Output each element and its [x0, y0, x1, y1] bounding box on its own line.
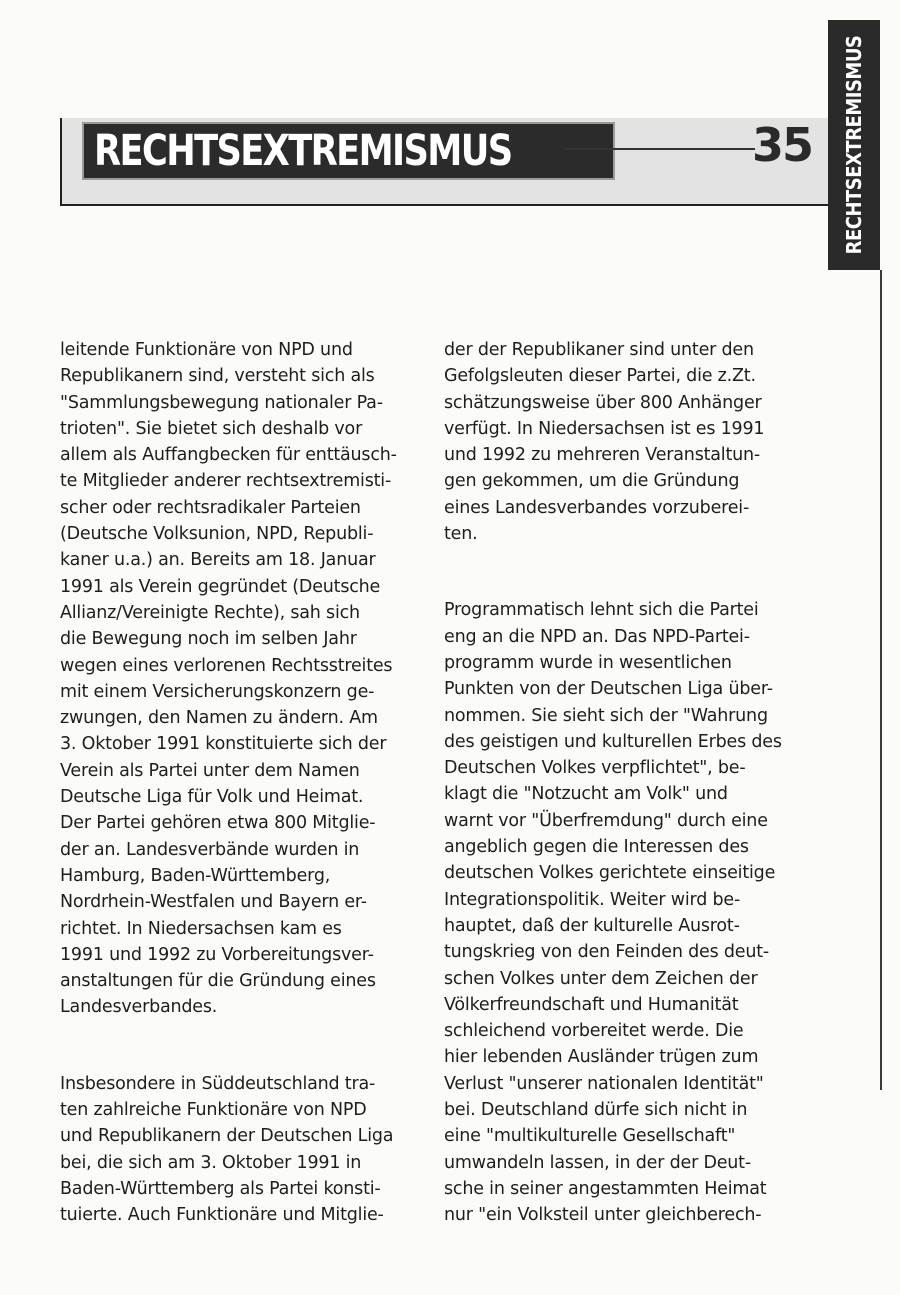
text-line: (Deutsche Volksunion, NPD, Republi-: [60, 524, 374, 545]
text-line: eine "multikulturelle Gesellschaft": [444, 1126, 736, 1147]
text-line: schleichend vorbereitet werde. Die: [444, 1021, 744, 1042]
text-line: Deutsche Liga für Volk und Heimat.: [60, 787, 364, 808]
text-line: nommen. Sie sieht sich der "Wahrung: [444, 705, 768, 726]
text-line: "Sammlungsbewegung nationaler Pa-: [60, 392, 383, 413]
text-line: Hamburg, Baden-Württemberg,: [60, 865, 331, 886]
text-line: deutschen Volkes gerichtete einseitige: [444, 863, 776, 884]
text-line: Gefolgsleuten dieser Partei, die z.Zt.: [444, 366, 756, 387]
text-line: eng an die NPD an. Das NPD-Partei-: [444, 626, 750, 647]
text-line: bei, die sich am 3. Oktober 1991 in: [60, 1152, 362, 1173]
text-line: Punkten von der Deutschen Liga über-: [444, 679, 773, 700]
text-line: te Mitglieder anderer rechtsextremisti-: [60, 471, 392, 492]
text-line: 3. Oktober 1991 konstituierte sich der: [60, 734, 387, 755]
paragraph: [444, 337, 789, 547]
text-line: der der Republikaner sind unter den: [444, 340, 754, 360]
text-line: scher oder rechtsradikaler Parteien: [60, 497, 361, 518]
text-line: leitende Funktionäre von NPD und: [60, 340, 353, 360]
text-line: Landesverbandes.: [60, 997, 218, 1018]
header-rule: [565, 148, 755, 150]
text-line: Verlust "unserer nationalen Identität": [444, 1073, 764, 1094]
section-title: RECHTSEXTREMISMUS: [94, 126, 512, 176]
text-line: hier lebenden Ausländer trügen zum: [444, 1047, 759, 1068]
text-line: nur "ein Volksteil unter gleichberech-: [444, 1205, 762, 1226]
left-column: [60, 337, 405, 1229]
paragraph-gap: [60, 1021, 405, 1071]
text-line: verfügt. In Niedersachsen ist es 1991: [444, 418, 765, 439]
text-line: gen gekommen, um die Gründung: [444, 471, 740, 492]
text-line: Insbesondere in Süddeutschland tra-: [60, 1073, 376, 1094]
text-line: ten.: [444, 524, 478, 545]
text-line: eines Landesverbandes vorzuberei-: [444, 497, 750, 518]
text-line: Der Partei gehören etwa 800 Mitglie-: [60, 813, 376, 834]
text-line: anstaltungen für die Gründung eines: [60, 971, 376, 992]
text-line: schätzungsweise über 800 Anhänger: [444, 392, 762, 413]
paragraph: [60, 1071, 405, 1229]
text-line: 1991 und 1992 zu Vorbereitungsver-: [60, 944, 374, 965]
text-line: ten zahlreiche Funktionäre von NPD: [60, 1100, 367, 1121]
side-tab-label: RECHTSEXTREMISMUS: [842, 35, 866, 255]
text-line: umwandeln lassen, in der der Deut-: [444, 1152, 751, 1173]
text-line: mit einem Versicherungskonzern ge-: [60, 681, 375, 702]
text-line: Deutschen Volkes verpflichtet", be-: [444, 758, 746, 779]
text-line: kaner u.a.) an. Bereits am 18. Januar: [60, 550, 376, 571]
text-line: die Bewegung noch im selben Jahr: [60, 629, 357, 650]
paragraph-gap: [444, 547, 789, 597]
text-line: tungskrieg von den Feinden des deut-: [444, 942, 770, 963]
right-column: [444, 337, 789, 1229]
text-line: Völkerfreundschaft und Humanität: [444, 994, 739, 1015]
text-line: und Republikanern der Deutschen Liga: [60, 1126, 394, 1147]
text-line: tuierte. Auch Funktionäre und Mitglie-: [60, 1205, 384, 1226]
text-line: und 1992 zu mehreren Veranstaltun-: [444, 445, 761, 466]
text-line: der an. Landesverbände wurden in: [60, 839, 360, 860]
text-line: allem als Auffangbecken für enttäusch-: [60, 445, 397, 466]
page-number: 35: [752, 118, 813, 172]
text-line: Verein als Partei unter dem Namen: [60, 760, 360, 781]
section-title-box: [82, 122, 615, 180]
text-line: trioten". Sie bietet sich deshalb vor: [60, 418, 363, 439]
text-line: richtet. In Niedersachsen kam es: [60, 918, 342, 939]
text-line: des geistigen und kulturellen Erbes des: [444, 731, 782, 752]
text-line: zwungen, den Namen zu ändern. Am: [60, 708, 378, 729]
text-line: bei. Deutschland dürfe sich nicht in: [444, 1100, 748, 1121]
text-line: Programmatisch lehnt sich die Partei: [444, 600, 759, 621]
text-line: angeblich gegen die Interessen des: [444, 837, 749, 858]
text-line: schen Volkes unter dem Zeichen der: [444, 968, 758, 989]
text-line: klagt die "Notzucht am Volk" und: [444, 784, 728, 805]
text-line: Nordrhein-Westfalen und Bayern er-: [60, 892, 367, 913]
text-line: wegen eines verlorenen Rechtsstreites: [60, 655, 393, 676]
paragraph: [444, 597, 789, 1228]
text-line: Republikanern sind, versteht sich als: [60, 366, 375, 387]
text-line: programm wurde in wesentlichen: [444, 652, 732, 673]
paragraph: [60, 337, 405, 1021]
text-line: warnt vor "Überfremdung" durch eine: [444, 810, 768, 831]
text-line: 1991 als Verein gegründet (Deutsche: [60, 576, 381, 597]
text-line: Baden-Württemberg als Partei konsti-: [60, 1178, 381, 1199]
text-line: sche in seiner angestammten Heimat: [444, 1178, 767, 1199]
text-line: Allianz/Vereinigte Rechte), sah sich: [60, 602, 360, 623]
text-line: Integrationspolitik. Weiter wird be-: [444, 889, 741, 910]
text-line: hauptet, daß der kulturelle Ausrot-: [444, 915, 740, 936]
side-tab: [828, 20, 880, 270]
margin-line: [880, 270, 882, 1090]
